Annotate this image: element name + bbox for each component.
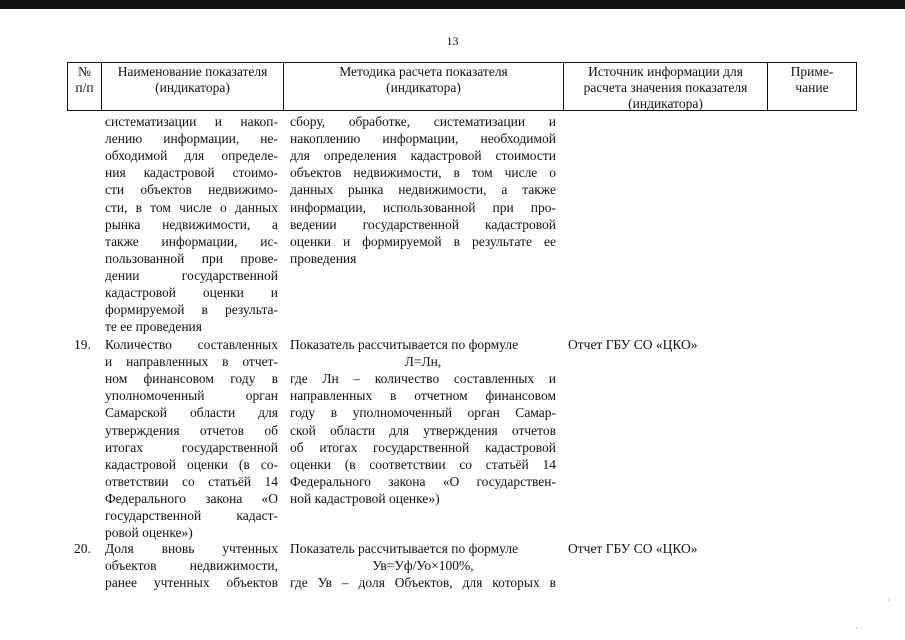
method-line: Федерального закона «О государствен- <box>290 473 556 489</box>
header-line: (индикатора) <box>155 80 230 95</box>
method-formula: Л=Лн, <box>404 354 442 370</box>
header-method <box>284 63 564 110</box>
indicator-name-line: объектов недвижимости, <box>105 558 278 574</box>
indicator-name-line: сти объектов недвижимо- <box>105 182 278 198</box>
method-formula: Ув=Уф/Уо×100%, <box>372 558 474 574</box>
scan-speck: · <box>887 596 890 605</box>
indicator-name-line: пользованной при прове- <box>105 250 278 266</box>
indicator-name-line: Доля вновь учтенных <box>105 541 278 556</box>
method-intro: Показатель рассчитывается по формуле <box>290 541 519 556</box>
header-line: (индикатора) <box>628 96 703 111</box>
indicator-name-line: дении государственной <box>105 267 278 283</box>
indicator-name-line: обходимой для определе- <box>105 148 278 164</box>
indicator-name-line: ответствии со статьёй 14 <box>105 473 278 489</box>
indicator-name-line: ном финансовом году в <box>105 371 278 387</box>
indicator-name-line: ния кадастровой стоимо- <box>105 165 278 181</box>
row-number: 19. <box>74 337 91 352</box>
page-number: 13 <box>446 34 459 48</box>
header-line: Приме- <box>790 64 834 79</box>
indicator-name-line: ранее учтенных объектов <box>105 575 278 591</box>
indicator-name-line: Количество составленных <box>105 337 278 352</box>
header-note <box>768 63 856 110</box>
header-line: расчета значения показателя <box>583 80 748 95</box>
indicator-name-line: также информации, ис- <box>105 233 278 249</box>
method-line: об итогах государственной кадастровой <box>290 439 556 455</box>
method-line: сбору, обработке, систематизации и <box>290 114 556 129</box>
method-line: ной кадастровой оценке») <box>290 490 440 506</box>
indicator-name-line: уполномоченный орган <box>105 388 278 404</box>
method-line: где Ув – доля Объектов, для которых в <box>290 575 556 591</box>
indicator-name-line: государственной кадаст- <box>105 508 278 523</box>
source-text: Отчет ГБУ СО «ЦКО» <box>568 541 698 556</box>
indicator-name-line: кадастровой оценки и <box>105 285 278 300</box>
method-line: проведения <box>290 250 357 266</box>
indicator-name-line: кадастровой оценки (в со- <box>105 456 278 472</box>
method-line: году в уполномоченный орган Самар- <box>290 405 556 421</box>
header-line: Наименование показателя <box>117 64 268 79</box>
indicator-name-line: те ее проведения <box>105 319 202 335</box>
header-source <box>564 63 768 110</box>
method-line: оценки и формируемой в результате ее <box>290 233 556 249</box>
indicator-name-line: систематизации и накоп- <box>105 114 278 129</box>
header-line: п/п <box>75 80 94 95</box>
header-number <box>68 63 102 110</box>
indicator-name-line: лению информации, не- <box>105 131 278 147</box>
method-intro: Показатель рассчитывается по формуле <box>290 337 519 352</box>
indicator-name-line: ровой оценке») <box>105 525 193 541</box>
table-header <box>67 62 857 111</box>
indicator-name-line: Самарской области для <box>105 405 278 421</box>
header-line: № <box>78 64 91 79</box>
method-line: для определения кадастровой стоимости <box>290 148 556 164</box>
indicator-name-line: Федерального закона «О <box>105 490 278 506</box>
header-line: Методика расчета показателя <box>339 64 508 79</box>
source-text: Отчет ГБУ СО «ЦКО» <box>568 337 698 352</box>
indicator-name-line: формируемой в результа- <box>105 302 278 318</box>
indicator-name-line: утверждения отчетов об <box>105 422 278 438</box>
header-indicator-name <box>102 63 284 110</box>
header-line: чание <box>795 80 829 95</box>
header-line: Источник информации для <box>588 64 743 79</box>
indicator-name-line: сти, в том числе о данных <box>105 199 278 215</box>
header-line: (индикатора) <box>386 80 461 95</box>
method-line: объектов недвижимости, в том числе о <box>290 165 556 181</box>
method-line: оценки (в соответствии со статьёй 14 <box>290 456 556 472</box>
method-line: ведении государственной кадастровой <box>290 216 556 232</box>
method-line: ской области для утверждения отчетов <box>290 422 556 438</box>
method-line: данных рынка недвижимости, а также <box>290 182 556 198</box>
indicator-name-line: рынка недвижимости, а <box>105 216 278 232</box>
indicator-name-line: итогах государственной <box>105 439 278 455</box>
row-number: 20. <box>74 541 91 556</box>
method-line: направленных в отчетном финансовом <box>290 388 556 404</box>
method-line: информации, использованной при про- <box>290 199 556 215</box>
indicator-name-line: и направленных в отчет- <box>105 354 278 370</box>
method-line: где Лн – количество составленных и <box>290 371 556 387</box>
top-border-bar <box>0 0 905 9</box>
method-line: накоплению информации, необходимой <box>290 131 556 147</box>
scan-speck: · <box>855 624 858 633</box>
